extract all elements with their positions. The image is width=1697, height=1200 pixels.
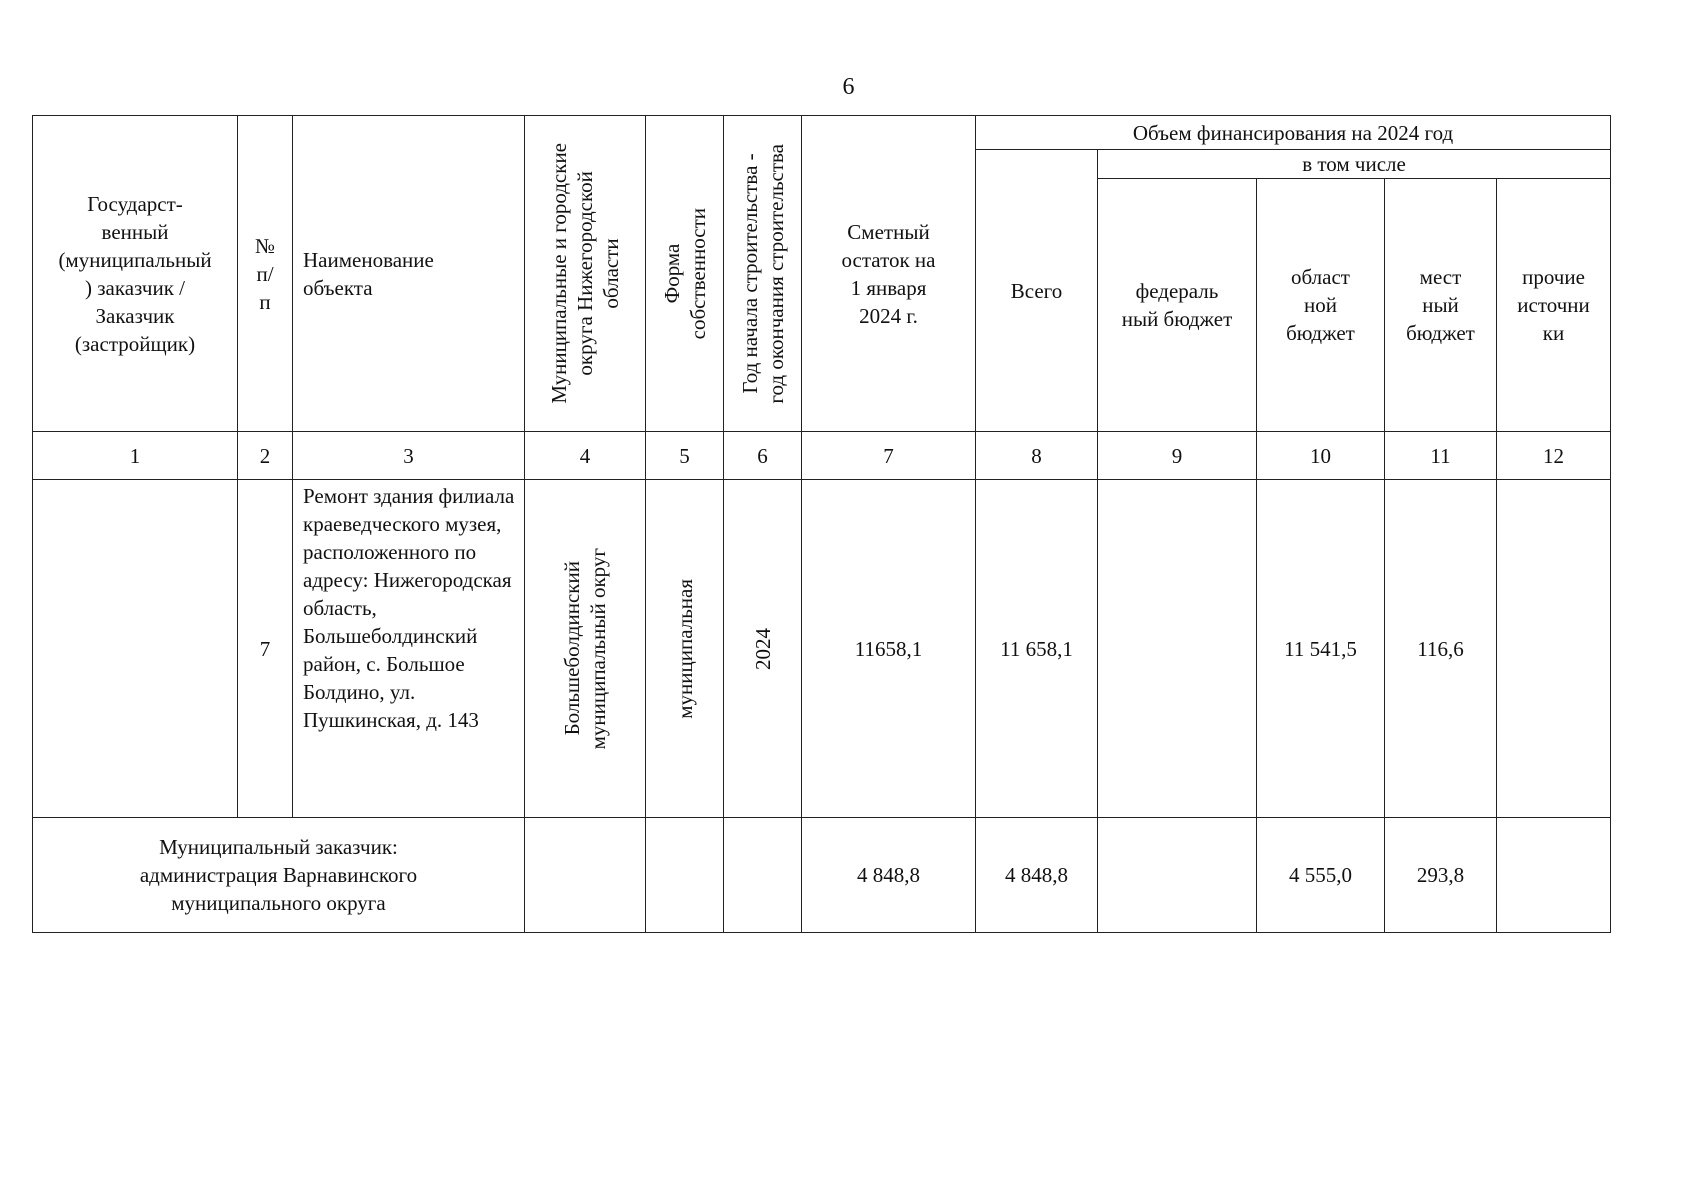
header-estimate: Сметный остаток на 1 января 2024 г. bbox=[802, 116, 976, 432]
header-customer: Государст- венный (муниципальный ) заказчик / Заказчик (застройщик) bbox=[33, 116, 238, 432]
summary-federal bbox=[1098, 818, 1257, 933]
header-ownership bbox=[646, 116, 724, 432]
header-regional: област ной бюджет bbox=[1257, 179, 1385, 432]
page-number: 6 bbox=[842, 74, 855, 100]
header-years bbox=[724, 116, 802, 432]
header-row-1 bbox=[33, 116, 1611, 150]
row-customer bbox=[33, 480, 238, 818]
row-estimate: 11658,1 bbox=[802, 480, 976, 818]
column-number: 7 bbox=[802, 432, 976, 480]
financing-table bbox=[32, 115, 1611, 933]
row-other bbox=[1497, 480, 1611, 818]
column-number: 12 bbox=[1497, 432, 1611, 480]
summary-total: 4 848,8 bbox=[976, 818, 1098, 933]
column-number: 10 bbox=[1257, 432, 1385, 480]
row-ownership-text: муниципальная bbox=[672, 578, 697, 719]
column-numbers-row bbox=[33, 432, 1611, 480]
column-number: 2 bbox=[238, 432, 293, 480]
row-num: 7 bbox=[238, 480, 293, 818]
summary-municipality bbox=[525, 818, 646, 933]
column-number: 4 bbox=[525, 432, 646, 480]
column-number: 11 bbox=[1385, 432, 1497, 480]
column-number: 3 bbox=[293, 432, 525, 480]
row-years bbox=[724, 480, 802, 818]
header-municipalities bbox=[525, 116, 646, 432]
row-regional: 11 541,5 bbox=[1257, 480, 1385, 818]
header-ownership-text: Форма собственности bbox=[659, 207, 710, 340]
header-federal: федераль ный бюджет bbox=[1098, 179, 1257, 432]
header-local: мест ный бюджет bbox=[1385, 179, 1497, 432]
header-including: в том числе bbox=[1098, 150, 1611, 179]
row-object-name: Ремонт здания филиала краеведческого музея, расположенного по адресу: Нижегородская область, Большеболдинский район, с. Большое Болдино, ул. Пушкинская, д. 143 bbox=[293, 480, 525, 818]
column-number: 1 bbox=[33, 432, 238, 480]
row-municipality bbox=[525, 480, 646, 818]
table-row bbox=[33, 480, 1611, 818]
row-federal bbox=[1098, 480, 1257, 818]
header-years-text: Год начала строительства - год окончания строительства bbox=[737, 143, 788, 404]
column-number: 6 bbox=[724, 432, 802, 480]
summary-ownership bbox=[646, 818, 724, 933]
row-ownership bbox=[646, 480, 724, 818]
summary-estimate: 4 848,8 bbox=[802, 818, 976, 933]
summary-other bbox=[1497, 818, 1611, 933]
header-total: Всего bbox=[976, 150, 1098, 432]
row-total: 11 658,1 bbox=[976, 480, 1098, 818]
header-num: № п/ п bbox=[238, 116, 293, 432]
column-number: 5 bbox=[646, 432, 724, 480]
summary-regional: 4 555,0 bbox=[1257, 818, 1385, 933]
summary-label: Муниципальный заказчик: администрация Варнавинского муниципального округа bbox=[33, 818, 525, 933]
header-object-name: Наименование объекта bbox=[293, 116, 525, 432]
header-funding-group: Объем финансирования на 2024 год bbox=[976, 116, 1611, 150]
summary-local: 293,8 bbox=[1385, 818, 1497, 933]
header-municipalities-text: Муниципальные и городские округа Нижегородской области bbox=[547, 143, 623, 404]
row-local: 116,6 bbox=[1385, 480, 1497, 818]
summary-row bbox=[33, 818, 1611, 933]
summary-years bbox=[724, 818, 802, 933]
row-municipality-text: Большеболдинский муниципальный округ bbox=[560, 547, 610, 750]
column-number: 9 bbox=[1098, 432, 1257, 480]
header-other: прочие источни ки bbox=[1497, 179, 1611, 432]
row-years-text: 2024 bbox=[750, 627, 775, 670]
column-number: 8 bbox=[976, 432, 1098, 480]
